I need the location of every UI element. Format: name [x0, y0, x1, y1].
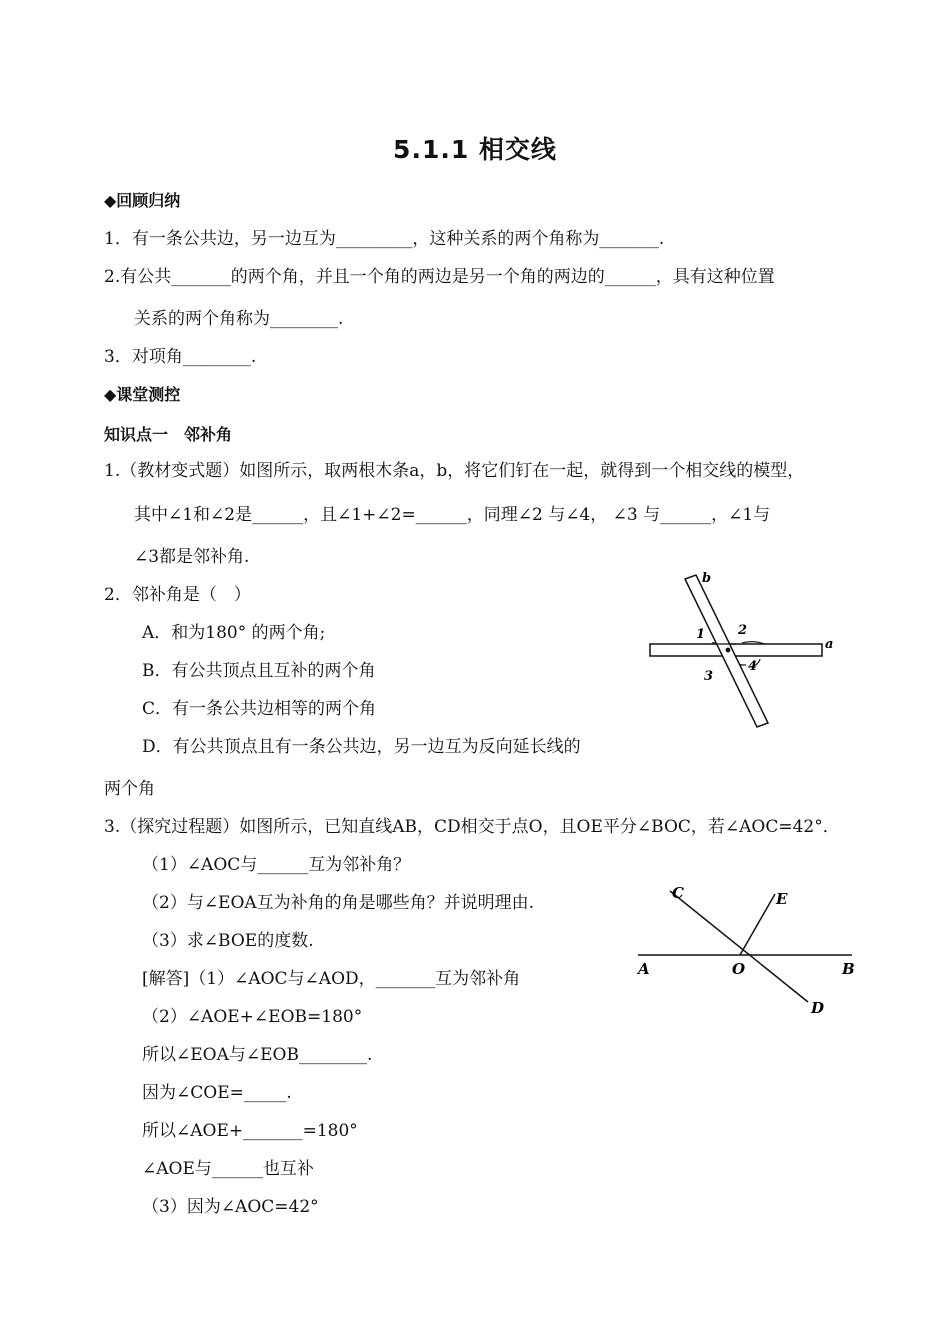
section-heading-review: ◆回顾归纳: [104, 191, 181, 210]
page-title: 5.1.1 相交线: [393, 135, 557, 164]
problem-2-option-a: A．和为180° 的两个角;: [142, 623, 326, 643]
problem-1-line-2: 其中∠1和∠2是______，且∠1+∠2=______，同理∠2 与∠4， ∠3 与______，∠1与: [134, 505, 771, 525]
answer-line-6: ∠AOE与______也互补: [142, 1159, 314, 1179]
figure-intersecting-lines: [630, 880, 865, 1020]
label-D: D: [811, 999, 825, 1017]
problem-2-option-b: B．有公共顶点且互补的两个角: [142, 661, 376, 681]
label-E: E: [776, 890, 788, 908]
problem-2-option-d-continued: 两个角: [104, 779, 155, 799]
answer-line-7: （3）因为∠AOC=42°: [142, 1197, 319, 1217]
review-question-2-line-2: 关系的两个角称为________.: [134, 309, 344, 329]
review-question-3: 3．对项角________.: [104, 347, 257, 367]
label-2: 2: [738, 623, 748, 638]
problem-1-line-3: ∠3都是邻补角.: [134, 547, 250, 567]
section-heading-classroom: ◆课堂测控: [104, 385, 181, 404]
problem-2-stem: 2．邻补角是（ ）: [104, 585, 251, 605]
answer-line-3: 所以∠EOA与∠EOB________.: [142, 1045, 373, 1065]
ray-oe: [740, 894, 775, 955]
label-a: a: [825, 637, 834, 652]
nail-point: [726, 648, 731, 653]
label-b: b: [702, 571, 712, 586]
figure-wooden-sticks: [640, 568, 840, 738]
review-question-2-line-1: 2.有公共_______的两个角，并且一个角的两边是另一个角的两边的______，具有这种位置: [104, 267, 775, 287]
label-A: A: [638, 960, 650, 978]
label-3: 3: [704, 669, 714, 684]
label-C: C: [672, 884, 684, 902]
answer-line-4: 因为∠COE=_____.: [142, 1083, 292, 1103]
problem-2-option-d: D．有公共顶点且有一条公共边，另一边互为反向延长线的: [142, 737, 581, 757]
answer-line-5: 所以∠AOE+_______=180°: [142, 1121, 358, 1141]
answer-line-2: （2）∠AOE+∠EOB=180°: [142, 1007, 363, 1027]
knowledge-point-1: 知识点一 邻补角: [104, 425, 233, 444]
problem-1-line-1: 1.（教材变式题）如图所示，取两根木条a，b，将它们钉在一起，就得到一个相交线的模型，: [104, 461, 805, 481]
stick-a: [650, 644, 822, 656]
problem-3-question-3: （3）求∠BOE的度数.: [142, 931, 314, 951]
label-B: B: [842, 960, 855, 978]
answer-line-1: [解答]（1）∠AOC与∠AOD，_______互为邻补角: [142, 969, 521, 989]
label-O: O: [732, 960, 746, 978]
problem-3-question-2: （2）与∠EOA互为补角的角是哪些角？并说明理由.: [142, 893, 535, 913]
problem-3-question-1: （1）∠AOC与______互为邻补角？: [142, 855, 411, 875]
problem-2-option-c: C．有一条公共边相等的两个角: [142, 699, 377, 719]
label-4: 4: [748, 659, 758, 674]
review-question-1: 1．有一条公共边，另一边互为_________，这种关系的两个角称为_______.: [104, 229, 665, 249]
label-1: 1: [696, 627, 706, 642]
problem-3-stem: 3.（探究过程题）如图所示，已知直线AB，CD相交于点O，且OE平分∠BOC，若∠AOC=42°．: [104, 817, 840, 837]
